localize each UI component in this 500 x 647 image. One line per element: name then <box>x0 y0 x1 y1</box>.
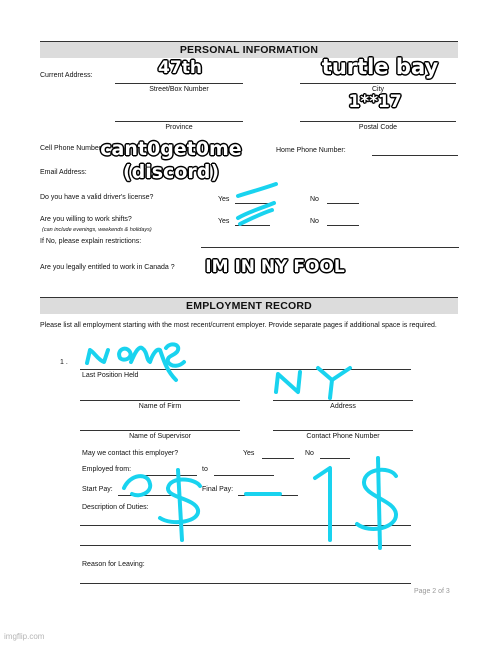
supervisor-label: Name of Supervisor <box>129 433 191 440</box>
address-scribble-y <box>318 368 350 398</box>
overlay-city: turtle bay <box>321 55 439 79</box>
address-scribble-n <box>276 372 300 392</box>
employment-instructions: Please list all employment starting with the most recent/current employer. Provide separate pages if additional space is required. <box>40 322 437 329</box>
shifts-question: Are you willing to work shifts? <box>40 216 132 223</box>
cell-phone-label: Cell Phone Number: <box>40 145 104 152</box>
current-address-label: Current Address: <box>40 72 93 79</box>
reason-label: Reason for Leaving: <box>82 561 145 568</box>
shifts-yes-scribble-2 <box>240 210 272 224</box>
license-yes-label: Yes <box>218 196 230 203</box>
overlay-cell-line1: cant0get0me <box>100 138 242 160</box>
address-label: Address <box>330 403 356 410</box>
firm-label: Name of Firm <box>138 403 182 410</box>
final-pay-dollar-bar <box>378 458 380 548</box>
employed-from-label: Employed from: <box>82 466 132 473</box>
position-scribble-e <box>166 344 184 365</box>
license-yes-scribble <box>238 184 276 196</box>
email-label: Email Address: <box>40 169 87 176</box>
street-label: Street/Box Number <box>149 86 209 93</box>
start-pay-scribble <box>124 476 150 495</box>
overlay-street: 47th <box>158 58 202 78</box>
may-contact-question: May we contact this employer? <box>82 450 179 457</box>
start-pay-label: Start Pay: <box>82 486 113 493</box>
entitled-question: Are you legally entitled to work in Canada ? <box>40 264 175 271</box>
contact-phone-label: Contact Phone Number <box>306 433 380 440</box>
shifts-note: (can include evenings, weekends & holidays) <box>42 227 152 233</box>
restrictions-label: If No, please explain restrictions: <box>40 238 142 245</box>
overlay-cell-line2: (discord) <box>122 161 220 183</box>
final-pay-label: Final Pay: <box>202 486 234 493</box>
final-pay-one <box>315 468 330 540</box>
employed-to-label: to <box>202 466 208 473</box>
postal-label: Postal Code <box>358 124 398 131</box>
imgflip-watermark: imgflip.com <box>4 632 45 641</box>
overlay-entitled: IM IN NY FOOL <box>205 257 345 277</box>
position-scribble-n <box>87 350 108 363</box>
home-phone-label: Home Phone Number: <box>276 147 346 154</box>
duties-label: Description of Duties: <box>82 504 149 511</box>
last-position-label: Last Position Held <box>82 372 139 379</box>
may-contact-yes-label: Yes <box>243 450 255 457</box>
employment-record-header: EMPLOYMENT RECORD <box>40 297 458 314</box>
personal-info-header: PERSONAL INFORMATION <box>40 41 458 58</box>
province-label: Province <box>165 124 193 131</box>
may-contact-no-label: No <box>305 450 314 457</box>
license-no-label: No <box>310 196 319 203</box>
page-number: Page 2 of 3 <box>414 588 450 595</box>
license-question: Do you have a valid driver's license? <box>40 194 154 201</box>
city-label: City <box>371 86 385 93</box>
shifts-no-label: No <box>310 218 319 225</box>
employment-item-number: 1 . <box>60 359 68 366</box>
overlay-postal: 1**17 <box>348 92 402 112</box>
position-scribble-o <box>119 349 131 360</box>
shifts-yes-label: Yes <box>218 218 230 225</box>
